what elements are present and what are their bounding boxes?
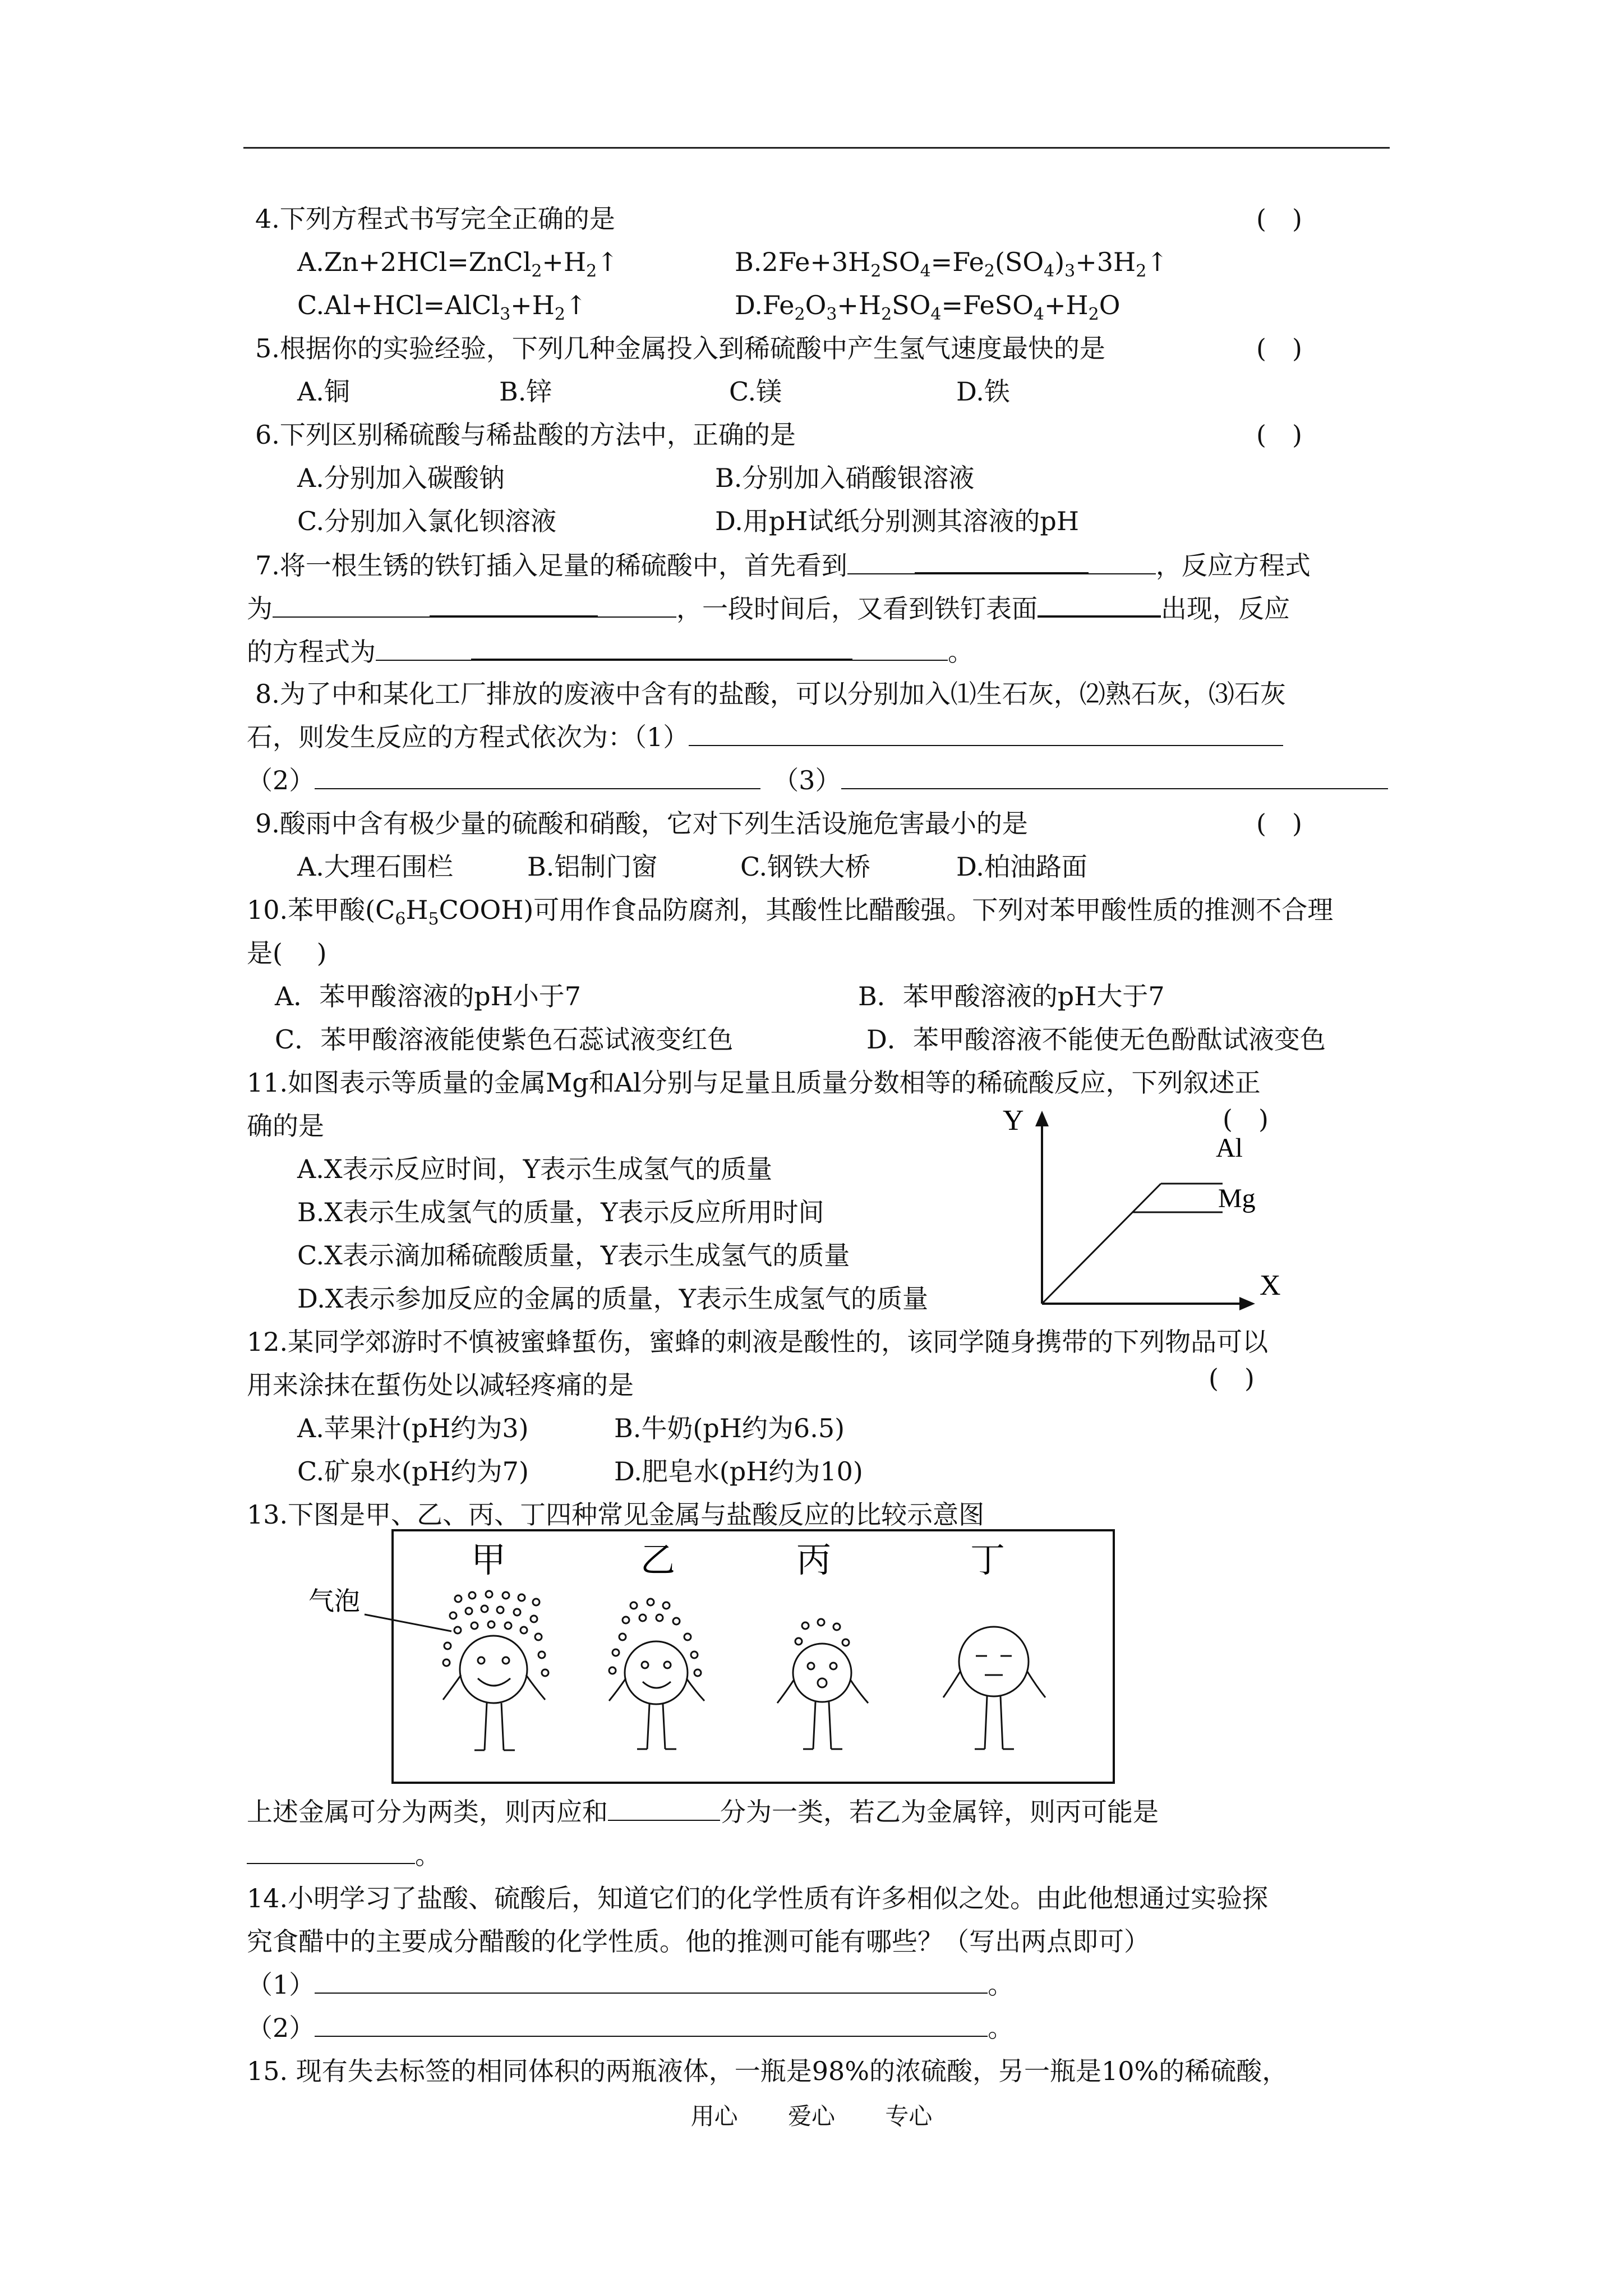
q13-bubble-pointer [365,1614,451,1631]
q7-blank-3c[interactable] [852,635,948,661]
q7-blank-1b[interactable] [915,547,1089,574]
q13-bubble-label: 气泡 [308,1587,360,1616]
q9-answer-paren: ( ) [1256,808,1302,839]
q5-option-b[interactable]: B.锌 [499,376,552,407]
q6-stem: 6.下列区别稀硫酸与稀盐酸的方法中，正确的是 [255,420,796,450]
q8-line-1: 8.为了中和某化工厂排放的废液中含有的盐酸，可以分别加入⑴生石灰，⑵熟石灰，⑶石灰 [255,679,1286,709]
q5-option-c[interactable]: C.镁 [729,376,782,407]
q11-shared-slope [1042,1184,1161,1304]
q13-blank-1[interactable] [608,1795,720,1821]
q10-option-a[interactable]: A．苯甲酸溶液的pH小于7 [275,981,582,1011]
q7-line-2: 为 ，一段时间后，又看到铁钉表面 出现，反应 [247,591,1290,625]
q9-option-a[interactable]: A.大理石围栏 [297,852,453,882]
q14-line-4: （2） 。 [247,2011,1013,2045]
q11-option-b[interactable]: B.X表示生成氢气的质量，Y表示反应所用时间 [297,1197,824,1227]
q12-line-2: 用来涂抹在蜇伤处以减轻疼痛的是 [247,1370,634,1400]
q13-figure-bing [777,1619,868,1749]
q12-option-a[interactable]: A.苹果汁(pH约为3) [297,1413,529,1443]
q7-blank-1c[interactable] [1089,549,1156,574]
q5-stem: 5.根据你的实验经验，下列几种金属投入到稀硫酸中产生氢气速度最快的是 [255,333,1105,364]
q11-answer-paren: ( ) [1223,1104,1269,1134]
q6-option-c[interactable]: C.分别加入氯化钡溶液 [297,506,557,536]
q9-option-c[interactable]: C.钢铁大桥 [740,852,871,882]
q9-option-b[interactable]: B.铝制门窗 [527,852,658,882]
q11-graph [948,1105,1295,1313]
q14-line-3: （1） 。 [247,1968,1013,2001]
q13-metal-yi: 乙 [640,1542,676,1580]
q13-stem: 13.下图是甲、乙、丙、丁四种常见金属与盐酸反应的比较示意图 [247,1499,985,1530]
q9-option-d[interactable]: D.柏油路面 [956,852,1087,882]
q8-blank-1[interactable] [689,720,1283,746]
q12-option-d[interactable]: D.肥皂水(pH约为10) [614,1456,863,1487]
q11-option-c[interactable]: C.X表示滴加稀硫酸质量，Y表示生成氢气的质量 [297,1240,850,1271]
page-footer [0,2098,1623,2132]
q11-y-label: Y [1003,1105,1024,1137]
q13-figure-ding [943,1627,1045,1749]
q13-figure-yi [609,1599,704,1749]
q7-blank-2a[interactable] [273,592,430,618]
q11-option-a[interactable]: A.X表示反应时间，Y表示生成氢气的质量 [297,1154,772,1184]
q6-option-b[interactable]: B.分别加入硝酸银溶液 [715,463,975,493]
q13-metal-jia: 甲 [471,1542,506,1580]
q4-option-c[interactable]: $C.Al+HCl=AlCl_3+H_2↑$ [297,290,587,325]
q4-option-a[interactable]: $A.Zn+2HCl=ZnCl_2+H_2↑$ [297,247,619,282]
q7-blank-3a[interactable] [376,635,471,661]
q14-line-1: 14.小明学习了盐酸、硫酸后，知道它们的化学性质有许多相似之处。由此他想通过实验探 [247,1883,1269,1913]
q12-option-b[interactable]: B.牛奶(pH约为6.5) [614,1413,845,1443]
q7-blank-2c[interactable] [598,592,676,618]
q14-blank-2[interactable] [315,2011,988,2037]
q7-blank-1a[interactable] [847,549,915,574]
q13-metal-bing: 丙 [796,1542,832,1580]
q10-line-1: 10.苯甲酸$(C_6H_5COOH)$可用作食品防腐剂，其酸性比醋酸强。下列对苯甲酸性质的推测不合理 [247,895,1334,930]
q5-option-a[interactable]: A.铜 [297,376,350,407]
q8-blank-2[interactable] [315,763,760,789]
q13-line-2: 上述金属可分为两类，则丙应和 分为一类，若乙为金属锌，则丙可能是 [247,1795,1159,1829]
q14-blank-1[interactable] [315,1968,988,1994]
footer-word-1: 用心 [690,2102,738,2130]
q6-answer-paren: ( ) [1256,420,1302,450]
q11-label-mg: Mg [1218,1184,1256,1213]
q13-metal-ding: 丁 [970,1542,1006,1580]
q13-line-3: 。 [247,1838,441,1872]
q12-answer-paren: ( ) [1209,1363,1255,1393]
q6-option-a[interactable]: A.分别加入碳酸钠 [297,463,505,493]
header-rule [243,147,1390,149]
q11-y-axis-arrow [1035,1111,1049,1126]
q5-answer-paren: ( ) [1256,333,1302,364]
q4-option-d[interactable]: $D.Fe_2O_3+H_2SO_4=FeSO_4+H_2O$ [735,290,1121,325]
q6-option-d[interactable]: D.用pH试纸分别测其溶液的pH [715,506,1079,536]
footer-word-2: 爱心 [787,2102,835,2130]
q10-option-b[interactable]: B．苯甲酸溶液的pH大于7 [858,981,1165,1011]
q8-blank-3[interactable] [841,763,1388,789]
q7-blank-3b[interactable] [471,634,852,661]
q10-line-2: 是( ) [247,938,327,968]
q11-line-2: 确的是 [247,1111,324,1141]
q7-line-3: 的方程式为 。 [247,634,974,669]
q4-option-b[interactable]: $B.2Fe+3H_2SO_4=Fe_2(SO_4)_3+3H_2↑$ [735,247,1168,282]
footer-word-3: 专心 [885,2102,933,2130]
q5-option-d[interactable]: D.铁 [956,376,1010,407]
q12-line-1: 12.某同学郊游时不慎被蜜蜂蜇伤，蜜蜂的刺液是酸性的，该同学随身携带的下列物品可以 [247,1327,1269,1357]
q10-option-d[interactable]: D．苯甲酸溶液不能使无色酚酞试液变色 [866,1024,1326,1055]
q13-figure-jia [443,1591,548,1750]
q11-x-axis-arrow [1239,1297,1255,1310]
q13-blank-2[interactable] [247,1838,415,1864]
q11-label-al: Al [1216,1133,1243,1163]
q7-blank-2d[interactable] [1038,591,1161,618]
q7-blank-2b[interactable] [430,591,598,618]
q12-option-c[interactable]: C.矿泉水(pH约为7) [297,1456,529,1487]
q7-line-1: 7.将一根生锈的铁钉插入足量的稀硫酸中，首先看到 ，反应方程式 [255,547,1311,582]
q8-line-2: 石，则发生反应的方程式依次为：（1） [247,720,1283,754]
q8-line-3: （2） （3） [247,763,1388,797]
q11-x-label: X [1260,1269,1281,1301]
q10-option-c[interactable]: C．苯甲酸溶液能使紫色石蕊试液变红色 [275,1024,734,1055]
q4-answer-paren: ( ) [1256,204,1302,234]
q11-option-d[interactable]: D.X表示参加反应的金属的质量，Y表示生成氢气的质量 [297,1283,928,1314]
q14-line-2: 究食醋中的主要成分醋酸的化学性质。他的推测可能有哪些？（写出两点即可） [247,1926,1150,1957]
q13-diagram [292,1526,1122,1789]
q4-stem: 4.下列方程式书写完全正确的是 [255,204,615,234]
q9-stem: 9.酸雨中含有极少量的硫酸和硝酸，它对下列生活设施危害最小的是 [255,808,1028,839]
q15-line-1: 15. 现有失去标签的相同体积的两瓶液体，一瓶是98%的浓硫酸，另一瓶是10%的稀硫酸， [247,2056,1288,2086]
q11-line-1: 11.如图表示等质量的金属Mg和Al分别与足量且质量分数相等的稀硫酸反应，下列叙述正 [247,1068,1261,1098]
